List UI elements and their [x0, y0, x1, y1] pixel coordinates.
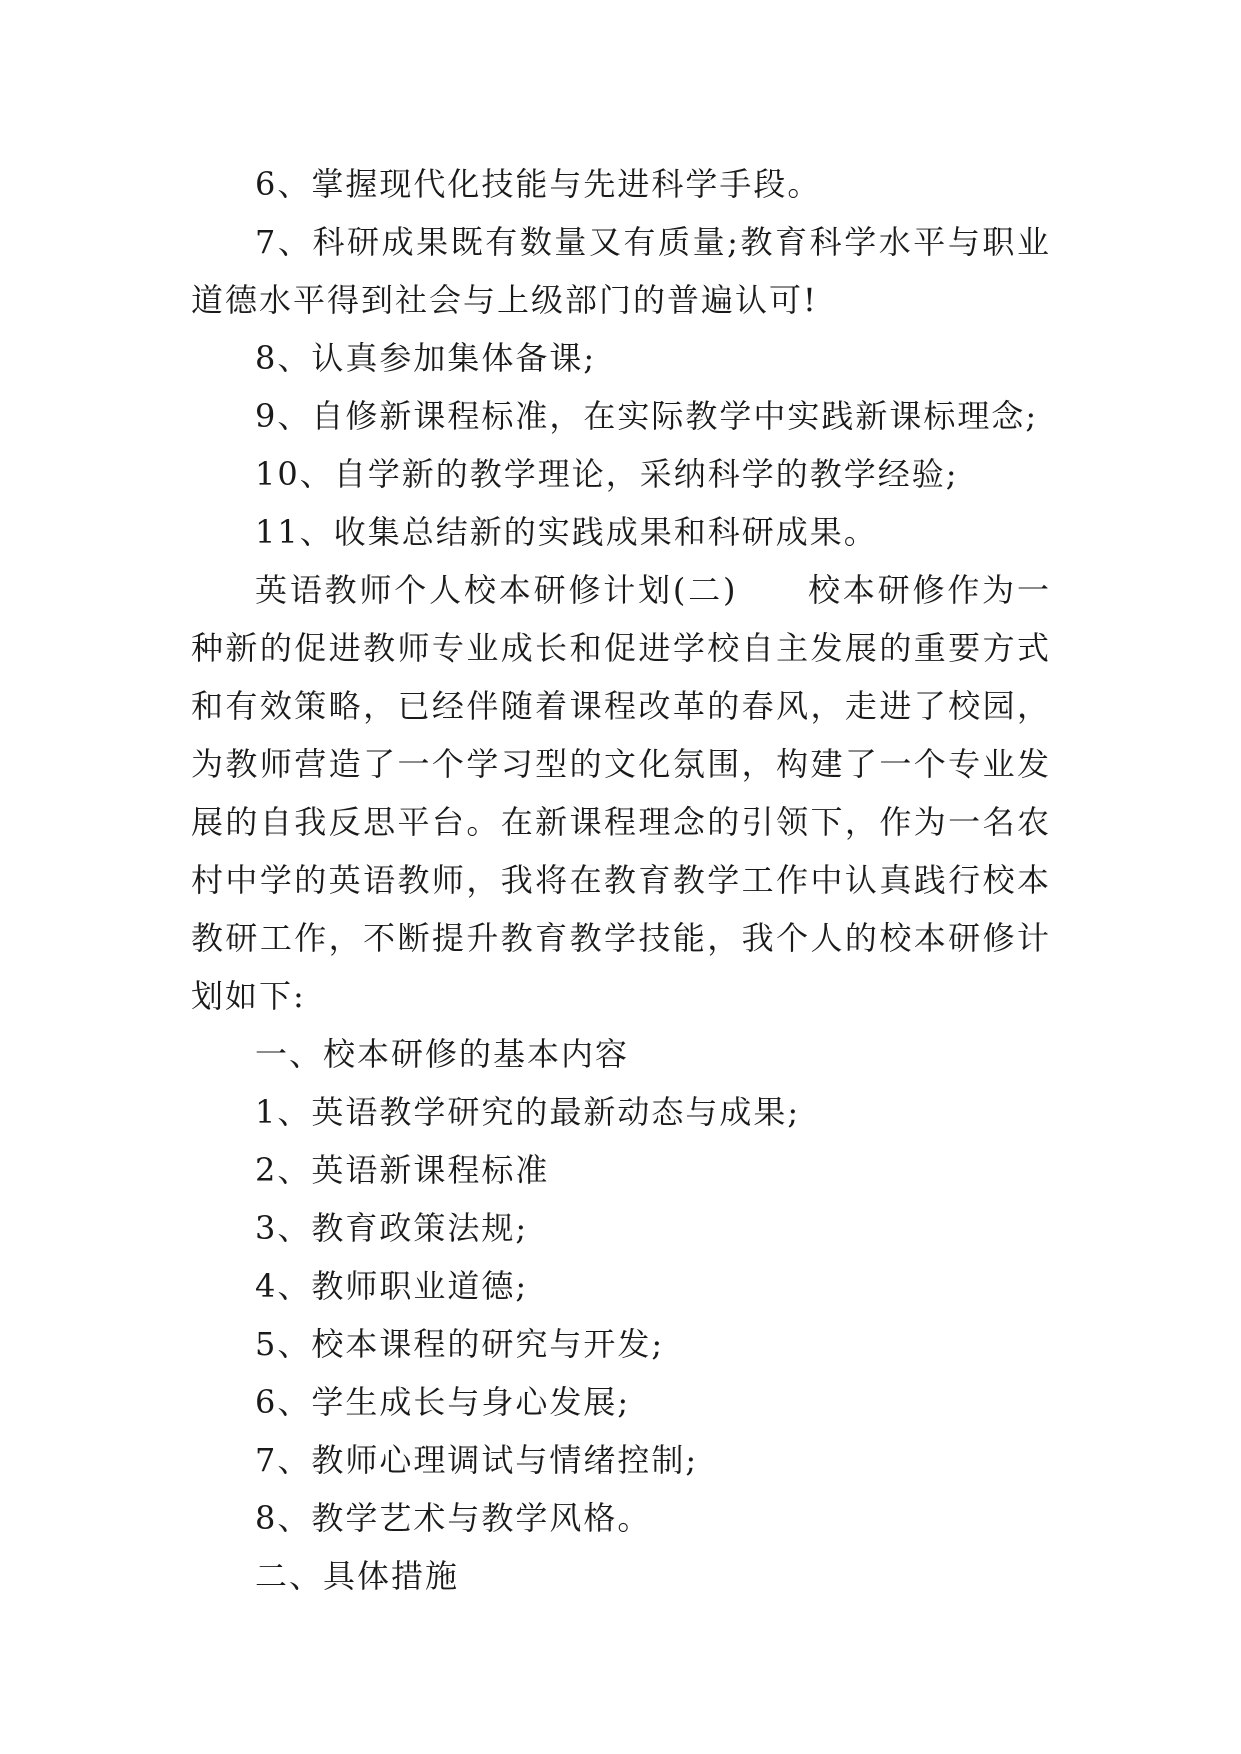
content-item-3: 3、教育政策法规; — [255, 1209, 529, 1247]
content-item-1: 1、英语教学研究的最新动态与成果; — [255, 1093, 801, 1131]
section-heading-measures: 二、具体措施 — [255, 1557, 460, 1595]
content-item-7: 7、教师心理调试与情绪控制; — [255, 1441, 699, 1479]
content-item-6: 6、学生成长与身心发展; — [255, 1383, 631, 1421]
content-item-2: 2、英语新课程标准 — [255, 1151, 550, 1189]
list-item-9-curriculum-standards: 9、自修新课程标准，在实际教学中实践新课标理念; — [255, 397, 1039, 435]
list-item-10-teaching-theory: 10、自学新的教学理论，采纳科学的教学经验; — [255, 455, 959, 493]
list-item-6-modern-skills: 6、掌握现代化技能与先进科学手段。 — [255, 165, 822, 203]
list-item-8-lesson-prep: 8、认真参加集体备课; — [255, 339, 597, 377]
content-item-5: 5、校本课程的研究与开发; — [255, 1325, 665, 1363]
list-item-11-collect-results: 11、收集总结新的实践成果和科研成果。 — [255, 513, 878, 551]
section-heading-basic-content: 一、校本研修的基本内容 — [255, 1035, 630, 1073]
list-item-7-research-results: 7、科研成果既有数量又有质量;教育科学水平与职业道德水平得到社会与上级部门的普遍认可! — [191, 223, 1051, 319]
content-item-4: 4、教师职业道德; — [255, 1267, 529, 1305]
content-item-8: 8、教学艺术与教学风格。 — [255, 1499, 652, 1537]
document-body — [191, 155, 1051, 1605]
plan-two-intro-paragraph: 英语教师个人校本研修计划(二) 校本研修作为一种新的促进教师专业成长和促进学校自主发展的重要方式和有效策略，已经伴随着课程改革的春风，走进了校园，为教师营造了一个学习型的文化氛围，构建了一个专业发展的自我反思平台。在新课程理念的引领下，作为一名农村中学的英语教师，我将在教育教学工作中认真践行校本教研工作，不断提升教育教学技能，我个人的校本研修计划如下: — [191, 571, 1051, 1015]
